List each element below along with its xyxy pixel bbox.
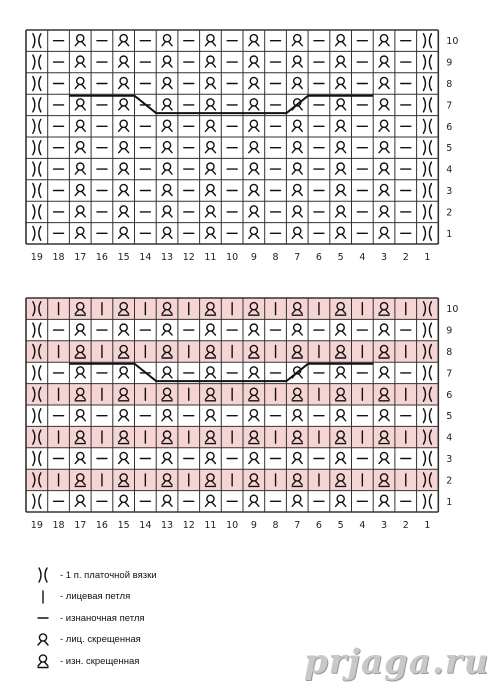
stitch-cell [33, 98, 41, 112]
stitch-cell [292, 163, 302, 174]
legend-text: - изнаночная петля [60, 612, 145, 624]
column-label: 2 [402, 252, 409, 263]
column-label: 17 [74, 252, 87, 263]
stitch-cell [249, 410, 259, 421]
stitch-cell [33, 409, 41, 423]
stitch-cell [336, 99, 346, 110]
stitch-cell [292, 227, 302, 238]
stitch-cell [249, 495, 259, 506]
row-label: 6 [446, 389, 453, 401]
stitch-cell [423, 162, 431, 176]
stitch-cell [379, 120, 389, 131]
stitch-cell [75, 163, 85, 174]
stitch-cell [33, 366, 41, 380]
stitch-cell [119, 367, 129, 378]
legend-text: - лиц. скрещенная [60, 634, 141, 645]
stitch-cell [249, 206, 259, 217]
stitch-cell [336, 77, 346, 88]
stitch-cell [205, 56, 215, 67]
column-label: 18 [52, 252, 65, 263]
row-label: 6 [446, 121, 453, 133]
stitch-cell [33, 184, 41, 198]
stitch-cell [423, 366, 431, 380]
stitch-cell [379, 56, 389, 67]
stitch-cell [33, 55, 41, 69]
stitch-cell [379, 99, 389, 110]
stitch-cell [33, 205, 41, 219]
stitch-cell [336, 410, 346, 421]
stitch-cell [379, 367, 389, 378]
stitch-cell [33, 162, 41, 176]
column-label: 18 [52, 520, 65, 531]
stitch-cell [249, 35, 259, 46]
stitch-cell [75, 227, 85, 238]
row-label: 2 [446, 207, 453, 219]
stitch-cell [205, 324, 215, 335]
stitch-cell [119, 77, 129, 88]
stitch-cell [336, 142, 346, 153]
stitch-cell [162, 227, 172, 238]
garter-stitch-icon [32, 566, 54, 584]
stitch-cell [119, 495, 129, 506]
stitch-cell [379, 163, 389, 174]
stitch-cell [379, 206, 389, 217]
column-label: 16 [95, 252, 108, 263]
row-label: 9 [446, 57, 453, 69]
column-label: 15 [117, 252, 130, 263]
row-label: 10 [446, 36, 459, 48]
column-label: 8 [272, 252, 279, 263]
stitch-cell [75, 206, 85, 217]
stitch-cell [205, 227, 215, 238]
stitch-cell [162, 56, 172, 67]
column-label: 11 [204, 520, 217, 531]
stitch-cell [336, 227, 346, 238]
column-label: 5 [337, 520, 344, 531]
site-watermark: prjaga.ru [304, 642, 489, 682]
column-label: 13 [161, 252, 174, 263]
column-label: 12 [182, 252, 195, 263]
stitch-cell [423, 205, 431, 219]
stitch-cell [379, 35, 389, 46]
row-label: 3 [446, 454, 453, 465]
stitch-cell [205, 120, 215, 131]
twisted-purl-icon [32, 652, 54, 670]
column-label: 7 [294, 520, 301, 531]
stitch-cell [423, 494, 431, 508]
twisted-knit-icon [32, 631, 54, 649]
row-label: 3 [446, 186, 453, 197]
legend-item [32, 631, 141, 649]
stitch-cell [119, 410, 129, 421]
stitch-cell [33, 141, 41, 155]
row-label: 4 [446, 432, 453, 444]
stitch-cell [119, 142, 129, 153]
stitch-cell [205, 452, 215, 463]
row-label: 7 [446, 100, 453, 112]
stitch-cell [119, 120, 129, 131]
stitch-cell [119, 56, 129, 67]
stitch-cell [119, 163, 129, 174]
stitch-cell [33, 34, 41, 48]
stitch-cell [162, 410, 172, 421]
stitch-cell [423, 55, 431, 69]
row-label: 10 [446, 304, 459, 316]
stitch-cell [423, 141, 431, 155]
stitch-cell [249, 142, 259, 153]
column-label: 7 [294, 252, 301, 263]
stitch-cell [379, 410, 389, 421]
column-label: 11 [204, 252, 217, 263]
stitch-cell [249, 77, 259, 88]
stitch-cell [379, 77, 389, 88]
column-label: 2 [402, 520, 409, 531]
stitch-cell [75, 324, 85, 335]
row-label: 2 [446, 475, 453, 487]
stitch-cell [119, 35, 129, 46]
stitch-cell [33, 452, 41, 466]
stitch-cell [249, 56, 259, 67]
row-label: 5 [446, 411, 453, 423]
stitch-cell [75, 495, 85, 506]
stitch-cell [205, 163, 215, 174]
stitch-cell [379, 495, 389, 506]
stitch-cell [292, 120, 302, 131]
stitch-cell [162, 206, 172, 217]
stitch-cell [75, 142, 85, 153]
stitch-cell [75, 452, 85, 463]
legend-text: - изн. скрещенная [60, 655, 140, 667]
stitch-cell [205, 206, 215, 217]
stitch-cell [205, 184, 215, 195]
stitch-cell [75, 35, 85, 46]
stitch-cell [292, 452, 302, 463]
stitch-cell [336, 184, 346, 195]
stitch-cell [205, 77, 215, 88]
stitch-cell [249, 99, 259, 110]
stitch-cell [249, 367, 259, 378]
stitch-cell [292, 184, 302, 195]
stitch-cell [336, 452, 346, 463]
legend-item [32, 588, 130, 606]
stitch-cell [119, 99, 129, 110]
stitch-cell [119, 227, 129, 238]
legend-item [32, 566, 157, 584]
stitch-cell [423, 77, 431, 91]
stitch-cell [75, 410, 85, 421]
purl-stitch-icon [32, 609, 54, 627]
stitch-cell [292, 206, 302, 217]
column-label: 3 [381, 520, 388, 531]
column-label: 5 [337, 252, 344, 263]
stitch-cell [336, 56, 346, 67]
stitch-cell [75, 367, 85, 378]
column-label: 14 [139, 520, 152, 531]
stitch-cell [119, 206, 129, 217]
row-label: 1 [446, 228, 453, 240]
stitch-cell [205, 35, 215, 46]
column-label: 10 [226, 520, 239, 531]
stitch-cell [423, 34, 431, 48]
column-label: 19 [30, 252, 43, 263]
stitch-cell [292, 410, 302, 421]
column-label: 16 [95, 520, 108, 531]
stitch-cell [423, 323, 431, 337]
column-label: 13 [161, 520, 174, 531]
row-label: 9 [446, 325, 453, 337]
column-label: 4 [359, 252, 366, 263]
stitch-cell [162, 120, 172, 131]
column-label: 8 [272, 520, 279, 531]
stitch-cell [336, 367, 346, 378]
column-label: 17 [74, 520, 87, 531]
column-label: 9 [250, 252, 257, 263]
stitch-cell [75, 120, 85, 131]
stitch-cell [162, 495, 172, 506]
knitting-chart-top [0, 0, 489, 270]
stitch-cell [423, 184, 431, 198]
stitch-cell [423, 409, 431, 423]
row-label: 4 [446, 164, 453, 176]
row-label: 8 [446, 79, 453, 90]
stitch-cell [379, 324, 389, 335]
stitch-cell [33, 119, 41, 133]
stitch-cell [33, 494, 41, 508]
legend-item [32, 652, 139, 670]
stitch-cell [292, 142, 302, 153]
legend-text: - 1 п. платочной вязки [60, 569, 157, 581]
stitch-cell [379, 227, 389, 238]
stitch-cell [119, 452, 129, 463]
stitch-cell [75, 99, 85, 110]
stitch-cell [205, 495, 215, 506]
column-label: 6 [315, 252, 322, 263]
column-label: 12 [182, 520, 195, 531]
stitch-cell [336, 495, 346, 506]
stitch-cell [336, 206, 346, 217]
stitch-cell [249, 452, 259, 463]
row-label: 8 [446, 347, 453, 358]
stitch-cell [336, 163, 346, 174]
stitch-cell [75, 184, 85, 195]
stitch-cell [423, 452, 431, 466]
stitch-cell [162, 452, 172, 463]
stitch-cell [249, 120, 259, 131]
stitch-cell [336, 120, 346, 131]
legend-item [32, 609, 145, 627]
stitch-cell [292, 324, 302, 335]
stitch-cell [249, 227, 259, 238]
stitch-cell [162, 163, 172, 174]
stitch-cell [162, 142, 172, 153]
stitch-cell [292, 56, 302, 67]
stitch-cell [33, 323, 41, 337]
column-label: 6 [315, 520, 322, 531]
column-label: 19 [30, 520, 43, 531]
row-label: 7 [446, 368, 453, 380]
stitch-cell [205, 99, 215, 110]
column-label: 9 [250, 520, 257, 531]
stitch-cell [162, 184, 172, 195]
stitch-cell [336, 324, 346, 335]
stitch-cell [249, 163, 259, 174]
stitch-cell [379, 452, 389, 463]
stitch-cell [162, 367, 172, 378]
row-label: 1 [446, 496, 453, 508]
stitch-cell [423, 226, 431, 240]
stitch-cell [205, 410, 215, 421]
stitch-cell [162, 324, 172, 335]
stitch-cell [119, 184, 129, 195]
stitch-cell [205, 142, 215, 153]
stitch-cell [33, 77, 41, 91]
legend-text: - лицевая петля [60, 591, 131, 602]
column-label: 3 [381, 252, 388, 263]
column-label: 1 [424, 520, 431, 531]
stitch-cell [379, 184, 389, 195]
stitch-cell [423, 98, 431, 112]
column-label: 14 [139, 252, 152, 263]
row-label: 5 [446, 143, 453, 155]
stitch-cell [249, 184, 259, 195]
stitch-cell [292, 35, 302, 46]
stitch-cell [162, 77, 172, 88]
stitch-cell [162, 35, 172, 46]
column-label: 10 [226, 252, 239, 263]
stitch-cell [205, 367, 215, 378]
stitch-cell [292, 77, 302, 88]
knit-stitch-icon [32, 588, 54, 606]
stitch-cell [33, 226, 41, 240]
stitch-cell [336, 35, 346, 46]
stitch-cell [75, 77, 85, 88]
stitch-cell [423, 119, 431, 133]
stitch-cell [379, 142, 389, 153]
knitting-chart-bottom [0, 270, 489, 560]
column-label: 4 [359, 520, 366, 531]
column-label: 1 [424, 252, 431, 263]
stitch-cell [162, 99, 172, 110]
stitch-cell [119, 324, 129, 335]
stitch-cell [292, 495, 302, 506]
column-label: 15 [117, 520, 130, 531]
stitch-cell [249, 324, 259, 335]
stitch-cell [75, 56, 85, 67]
